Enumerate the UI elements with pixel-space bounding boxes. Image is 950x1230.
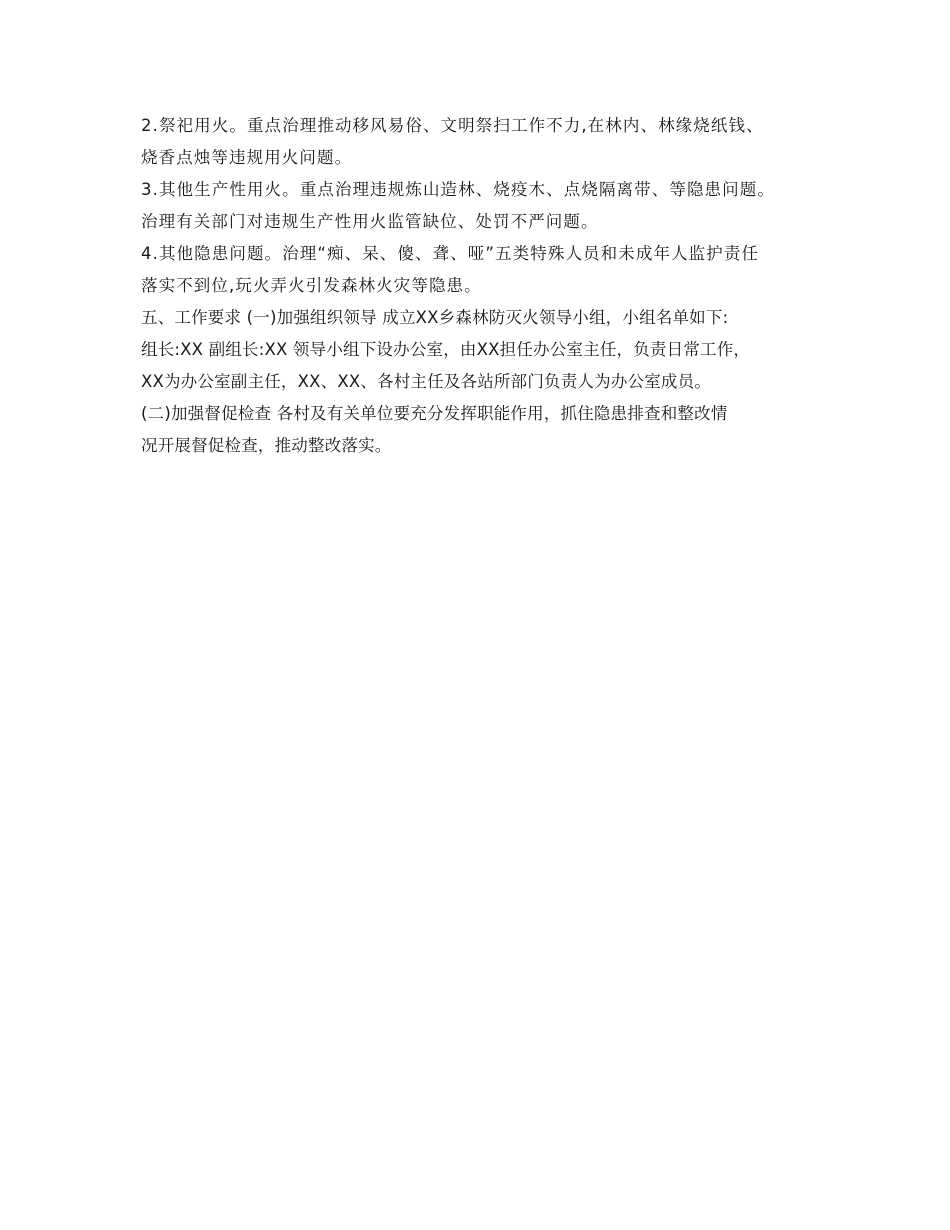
text-line-4: 治理有关部门对违规生产性用火监管缺位、处罚不严问题。 — [141, 212, 599, 231]
text-line-6: 落实不到位,玩火弄火引发森林火灾等隐患。 — [141, 276, 482, 295]
text-line-5: 4.其他隐患问题。治理“痴、呆、傻、聋、哑”五类特殊人员和未成年人监护责任 — [141, 244, 760, 263]
text-line-10: (二)加强督促检查 各村及有关单位要充分发挥职能作用，抓住隐患排查和整改情 — [141, 404, 728, 423]
text-line-8: 组长:XX 副组长:XX 领导小组下设办公室，由XX担任办公室主任，负责日常工作， — [141, 340, 751, 359]
text-line-9: XX为办公室副主任，XX、XX、各村主任及各站所部门负责人为办公室成员。 — [141, 372, 712, 391]
text-line-7: 五、工作要求 (一)加强组织领导 成立XX乡森林防灭火领导小组，小组名单如下: — [141, 308, 729, 327]
document-body — [141, 110, 821, 462]
text-line-3: 3.其他生产性用火。重点治理违规炼山造林、烧疫木、点烧隔离带、等隐患问题。 — [141, 180, 775, 199]
text-line-1: 2.祭祀用火。重点治理推动移风易俗、文明祭扫工作不力,在林内、林缘烧纸钱、 — [141, 116, 764, 135]
text-line-2: 烧香点烛等违规用火问题。 — [141, 148, 353, 167]
text-line-11: 况开展督促检查，推动整改落实。 — [141, 436, 392, 455]
